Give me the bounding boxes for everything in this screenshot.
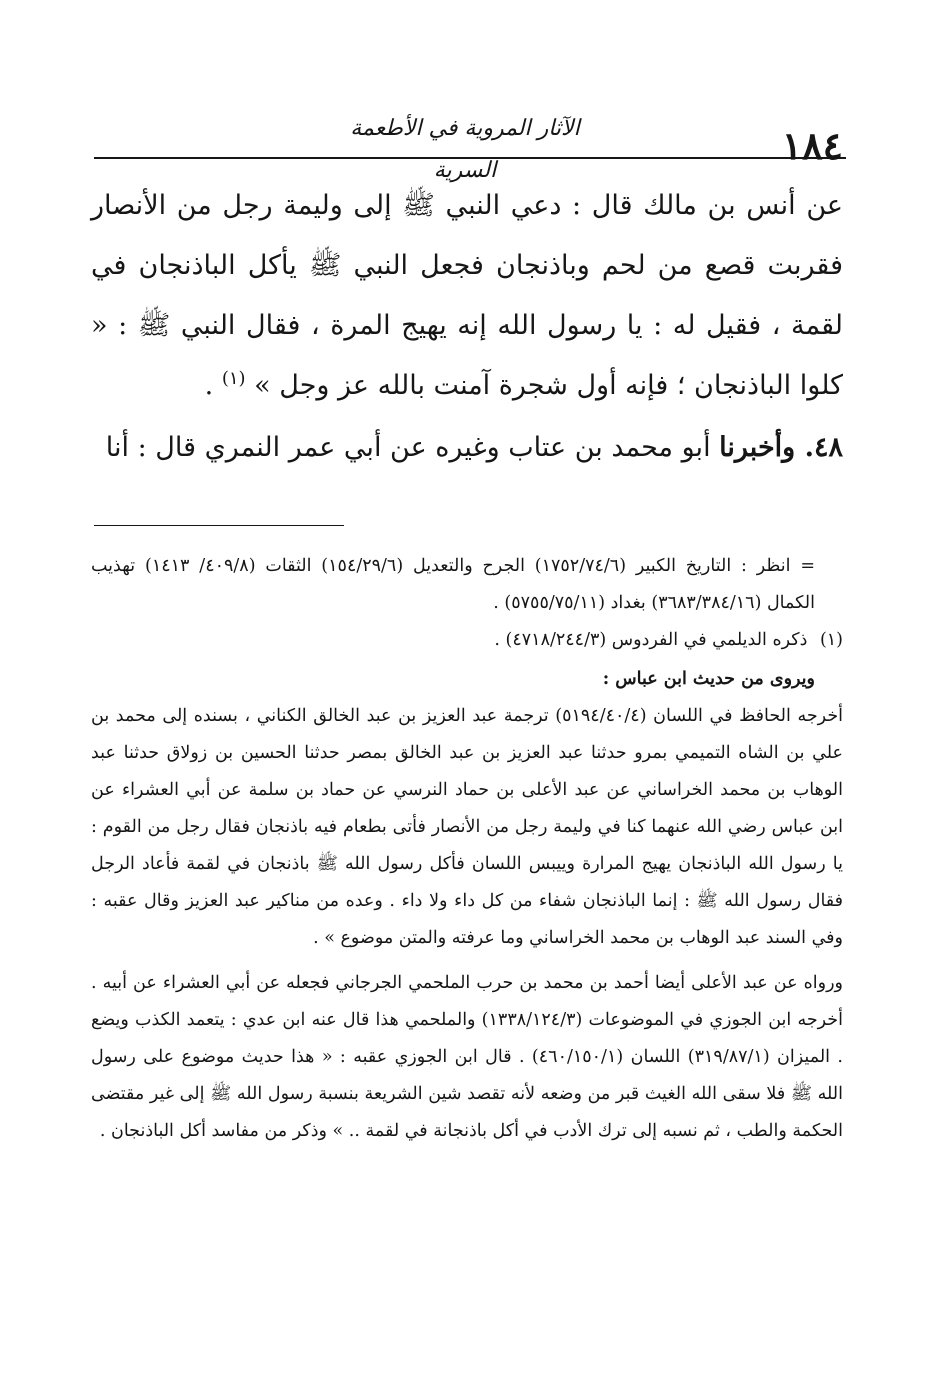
header-rule xyxy=(94,157,846,159)
footnote-1 xyxy=(91,622,843,659)
narration-keyword: وأخبرنا xyxy=(719,432,805,463)
footnote-rule xyxy=(94,525,344,526)
footnotes xyxy=(91,548,843,1150)
running-title: الآثار المروية في الأطعمة السرية xyxy=(350,116,580,183)
next-narration xyxy=(91,418,843,478)
footnote-1-text: ذكره الديلمي في الفردوس (٤٧١٨/٢٤٤/٣) . xyxy=(494,630,808,650)
main-text xyxy=(91,176,843,478)
page-number: ١٨٤ xyxy=(781,123,843,168)
hadith-text: عن أنس بن مالك قال : دعي النبي ﷺ إلى وليمة رجل من الأنصار فقربت قصع من لحم وباذنجان فجعل النبي ﷺ يأكل الباذنجان في لقمة ، فقيل له : يا رسول الله إنه يهيج المرة ، فقال النبي ﷺ : « كلوا الباذنجان ؛ فإنه أول شجرة آمنت بالله عز وجل » xyxy=(91,190,843,401)
footnote-paragraph-a: أخرجه الحافظ في اللسان (٥١٩٤/٤٠/٤) ترجمة عبد العزيز بن عبد الخالق الكناني ، بسنده إلى محمد بن علي بن الشاه التميمي بمرو حدثنا عبد العزيز بن عبد الخالق بمصر حدثنا الحسين بن زولاق حدثنا عبد الوهاب بن محمد الخراساني عن عبد الأعلى بن حماد النرسي عن حماد بن سلمة عن أبي العشراء عن ابن عباس رضي الله عنهما كنا في وليمة رجل من الأنصار فأتى بطعام فيه باذنجان فقال رجل من القوم : يا رسول الله الباذنجان يهيج المرارة وييبس اللسان فأكل رسول الله ﷺ باذنجان في لقمة فأعاد الرجل فقال رسول الله ﷺ : إنما الباذنجان شفاء من كل داء ولا داء . وعده من مناكير عبد العزيز وقال عقبه : وفي السند عبد الوهاب بن محمد الخراساني وما عرفته والمتن موضوع » . xyxy=(91,706,844,948)
narration-text: أبو محمد بن عتاب وغيره عن أبي عمر النمري قال : أنا xyxy=(105,432,720,463)
footnote-paragraph-b: ورواه عن عبد الأعلى أيضا أحمد بن محمد بن حرب الملحمي الجرجاني فجعله عن أبي العشراء عن أبيه . أخرجه ابن الجوزي في الموضوعات (١٣٣٨/١٢٤/٣) والملحمي هذا قال عنه ابن عدي : يتعمد الكذب ويضع . الميزان (٣١٩/٨٧/١) اللسان (٤٦٠/١٥٠/١) . قال ابن الجوزي عقبه : « هذا حديث موضوع على رسول الله ﷺ فلا سقى الله الغيث قبر من وضعه لأنه تقصد شين الشريعة بنسبة رسول الله ﷺ إلى غير مقتضى الحكمة والطب ، ثم نسبه إلى ترك الأدب في أكل باذنجانة في لقمة .. » وذكر من مفاسد أكل الباذنجان . xyxy=(91,973,843,1141)
footnote-1-number: (١) xyxy=(819,630,843,650)
footnote-continued: = انظر : التاريخ الكبير (١٧٥٢/٧٤/٦) الجرح والتعديل (١٥٤/٢٩/٦) الثقات (٤٠٩/٨/ ١٤١٣) تهذيب الكمال (٣٦٨٣/٣٨٤/١٦) بغداد (٥٧٥٥/٧٥/١١) . xyxy=(91,556,815,613)
footnote-subheading: ويروى من حديث ابن عباس : xyxy=(602,669,815,689)
narration-number: ٤٨. xyxy=(804,432,843,463)
footnote-reference: (١) xyxy=(221,368,246,389)
hadith-paragraph xyxy=(91,176,843,416)
hadith-end: . xyxy=(204,370,222,401)
